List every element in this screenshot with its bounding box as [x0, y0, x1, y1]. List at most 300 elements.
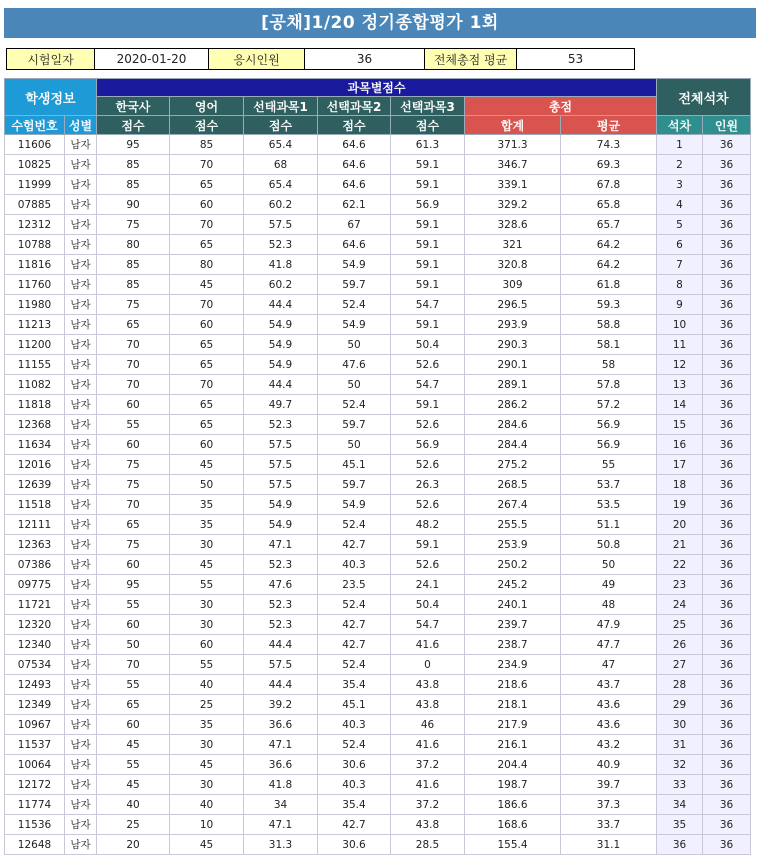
average-cell[interactable]: 56.9: [561, 435, 657, 455]
average-cell[interactable]: 43.2: [561, 735, 657, 755]
english-cell[interactable]: 65: [170, 415, 244, 435]
elective1-cell[interactable]: 52.3: [244, 415, 318, 435]
count-cell[interactable]: 36: [703, 395, 751, 415]
korean-history-cell[interactable]: 40: [97, 795, 170, 815]
sum-cell[interactable]: 216.1: [465, 735, 561, 755]
elective1-cell[interactable]: 47.6: [244, 575, 318, 595]
average-cell[interactable]: 61.8: [561, 275, 657, 295]
elective1-cell[interactable]: 57.5: [244, 455, 318, 475]
count-cell[interactable]: 36: [703, 555, 751, 575]
gender-cell[interactable]: 남자: [65, 255, 97, 275]
rank-cell[interactable]: 21: [657, 535, 703, 555]
korean-history-cell[interactable]: 45: [97, 775, 170, 795]
korean-history-cell[interactable]: 95: [97, 575, 170, 595]
rank-cell[interactable]: 4: [657, 195, 703, 215]
elective2-cell[interactable]: 30.6: [318, 755, 391, 775]
elective2-cell[interactable]: 52.4: [318, 295, 391, 315]
count-cell[interactable]: 36: [703, 755, 751, 775]
exam-no-cell[interactable]: 11634: [5, 435, 65, 455]
rank-cell[interactable]: 2: [657, 155, 703, 175]
english-cell[interactable]: 65: [170, 355, 244, 375]
count-cell[interactable]: 36: [703, 575, 751, 595]
gender-cell[interactable]: 남자: [65, 555, 97, 575]
english-cell[interactable]: 45: [170, 455, 244, 475]
english-cell[interactable]: 60: [170, 195, 244, 215]
elective2-cell[interactable]: 23.5: [318, 575, 391, 595]
gender-cell[interactable]: 남자: [65, 355, 97, 375]
table-row[interactable]: [5, 255, 751, 275]
average-cell[interactable]: 49: [561, 575, 657, 595]
gender-cell[interactable]: 남자: [65, 795, 97, 815]
elective2-cell[interactable]: 52.4: [318, 655, 391, 675]
korean-history-cell[interactable]: 70: [97, 655, 170, 675]
elective1-cell[interactable]: 47.1: [244, 735, 318, 755]
table-row[interactable]: [5, 655, 751, 675]
elective3-cell[interactable]: 52.6: [391, 355, 465, 375]
exam-no-cell[interactable]: 11200: [5, 335, 65, 355]
korean-history-cell[interactable]: 60: [97, 435, 170, 455]
exam-no-cell[interactable]: 11774: [5, 795, 65, 815]
elective3-cell[interactable]: 48.2: [391, 515, 465, 535]
sum-cell[interactable]: 250.2: [465, 555, 561, 575]
sum-cell[interactable]: 234.9: [465, 655, 561, 675]
exam-no-cell[interactable]: 12312: [5, 215, 65, 235]
sum-cell[interactable]: 293.9: [465, 315, 561, 335]
gender-cell[interactable]: 남자: [65, 135, 97, 155]
elective3-cell[interactable]: 28.5: [391, 835, 465, 855]
elective1-cell[interactable]: 44.4: [244, 375, 318, 395]
sum-cell[interactable]: 329.2: [465, 195, 561, 215]
sum-cell[interactable]: 238.7: [465, 635, 561, 655]
english-cell[interactable]: 30: [170, 775, 244, 795]
exam-no-cell[interactable]: 07534: [5, 655, 65, 675]
elective2-cell[interactable]: 42.7: [318, 615, 391, 635]
korean-history-cell[interactable]: 60: [97, 615, 170, 635]
elective2-cell[interactable]: 42.7: [318, 535, 391, 555]
table-row[interactable]: [5, 515, 751, 535]
korean-history-cell[interactable]: 55: [97, 415, 170, 435]
english-cell[interactable]: 55: [170, 575, 244, 595]
rank-cell[interactable]: 7: [657, 255, 703, 275]
english-cell[interactable]: 80: [170, 255, 244, 275]
elective2-cell[interactable]: 52.4: [318, 595, 391, 615]
sum-cell[interactable]: 284.6: [465, 415, 561, 435]
elective2-cell[interactable]: 64.6: [318, 235, 391, 255]
elective3-cell[interactable]: 59.1: [391, 535, 465, 555]
count-cell[interactable]: 36: [703, 235, 751, 255]
korean-history-cell[interactable]: 20: [97, 835, 170, 855]
count-cell[interactable]: 36: [703, 375, 751, 395]
elective3-cell[interactable]: 24.1: [391, 575, 465, 595]
average-cell[interactable]: 69.3: [561, 155, 657, 175]
elective1-cell[interactable]: 52.3: [244, 615, 318, 635]
exam-no-cell[interactable]: 12340: [5, 635, 65, 655]
exam-no-cell[interactable]: 11537: [5, 735, 65, 755]
elective1-cell[interactable]: 44.4: [244, 295, 318, 315]
gender-cell[interactable]: 남자: [65, 215, 97, 235]
elective1-cell[interactable]: 57.5: [244, 475, 318, 495]
english-cell[interactable]: 60: [170, 315, 244, 335]
elective2-cell[interactable]: 52.4: [318, 515, 391, 535]
english-cell[interactable]: 70: [170, 295, 244, 315]
elective3-cell[interactable]: 43.8: [391, 675, 465, 695]
elective3-cell[interactable]: 56.9: [391, 195, 465, 215]
sum-cell[interactable]: 275.2: [465, 455, 561, 475]
table-row[interactable]: [5, 435, 751, 455]
english-cell[interactable]: 45: [170, 755, 244, 775]
korean-history-cell[interactable]: 55: [97, 675, 170, 695]
table-row[interactable]: [5, 775, 751, 795]
english-cell[interactable]: 35: [170, 495, 244, 515]
elective2-cell[interactable]: 50: [318, 375, 391, 395]
count-cell[interactable]: 36: [703, 815, 751, 835]
elective1-cell[interactable]: 54.9: [244, 335, 318, 355]
rank-cell[interactable]: 9: [657, 295, 703, 315]
sum-cell[interactable]: 289.1: [465, 375, 561, 395]
elective2-cell[interactable]: 42.7: [318, 635, 391, 655]
korean-history-cell[interactable]: 90: [97, 195, 170, 215]
average-cell[interactable]: 65.7: [561, 215, 657, 235]
table-row[interactable]: [5, 635, 751, 655]
korean-history-cell[interactable]: 70: [97, 495, 170, 515]
exam-no-cell[interactable]: 09775: [5, 575, 65, 595]
average-cell[interactable]: 59.3: [561, 295, 657, 315]
korean-history-cell[interactable]: 85: [97, 155, 170, 175]
gender-cell[interactable]: 남자: [65, 315, 97, 335]
gender-cell[interactable]: 남자: [65, 715, 97, 735]
korean-history-cell[interactable]: 60: [97, 555, 170, 575]
sum-cell[interactable]: 239.7: [465, 615, 561, 635]
rank-cell[interactable]: 17: [657, 455, 703, 475]
korean-history-cell[interactable]: 65: [97, 315, 170, 335]
table-row[interactable]: [5, 155, 751, 175]
sum-cell[interactable]: 186.6: [465, 795, 561, 815]
rank-cell[interactable]: 30: [657, 715, 703, 735]
rank-cell[interactable]: 24: [657, 595, 703, 615]
average-cell[interactable]: 50: [561, 555, 657, 575]
gender-cell[interactable]: 남자: [65, 495, 97, 515]
rank-cell[interactable]: 22: [657, 555, 703, 575]
gender-cell[interactable]: 남자: [65, 595, 97, 615]
table-row[interactable]: [5, 235, 751, 255]
elective1-cell[interactable]: 44.4: [244, 675, 318, 695]
table-row[interactable]: [5, 175, 751, 195]
korean-history-cell[interactable]: 70: [97, 355, 170, 375]
elective1-cell[interactable]: 54.9: [244, 515, 318, 535]
average-cell[interactable]: 43.6: [561, 695, 657, 715]
elective1-cell[interactable]: 41.8: [244, 255, 318, 275]
gender-cell[interactable]: 남자: [65, 195, 97, 215]
table-row[interactable]: [5, 295, 751, 315]
rank-cell[interactable]: 3: [657, 175, 703, 195]
average-cell[interactable]: 67.8: [561, 175, 657, 195]
korean-history-cell[interactable]: 55: [97, 755, 170, 775]
count-cell[interactable]: 36: [703, 635, 751, 655]
sum-cell[interactable]: 290.1: [465, 355, 561, 375]
exam-no-cell[interactable]: 12111: [5, 515, 65, 535]
average-cell[interactable]: 53.7: [561, 475, 657, 495]
gender-cell[interactable]: 남자: [65, 775, 97, 795]
rank-cell[interactable]: 34: [657, 795, 703, 815]
sum-cell[interactable]: 218.6: [465, 675, 561, 695]
gender-cell[interactable]: 남자: [65, 295, 97, 315]
sum-cell[interactable]: 204.4: [465, 755, 561, 775]
table-row[interactable]: [5, 415, 751, 435]
exam-no-cell[interactable]: 07885: [5, 195, 65, 215]
average-cell[interactable]: 47.9: [561, 615, 657, 635]
elective2-cell[interactable]: 40.3: [318, 715, 391, 735]
english-cell[interactable]: 40: [170, 795, 244, 815]
count-cell[interactable]: 36: [703, 315, 751, 335]
gender-cell[interactable]: 남자: [65, 235, 97, 255]
rank-cell[interactable]: 12: [657, 355, 703, 375]
count-cell[interactable]: 36: [703, 175, 751, 195]
exam-no-cell[interactable]: 10788: [5, 235, 65, 255]
elective2-cell[interactable]: 59.7: [318, 415, 391, 435]
gender-cell[interactable]: 남자: [65, 655, 97, 675]
elective1-cell[interactable]: 68: [244, 155, 318, 175]
english-cell[interactable]: 50: [170, 475, 244, 495]
elective2-cell[interactable]: 52.4: [318, 395, 391, 415]
table-row[interactable]: [5, 195, 751, 215]
elective1-cell[interactable]: 65.4: [244, 135, 318, 155]
korean-history-cell[interactable]: 75: [97, 295, 170, 315]
rank-cell[interactable]: 13: [657, 375, 703, 395]
gender-cell[interactable]: 남자: [65, 835, 97, 855]
elective2-cell[interactable]: 35.4: [318, 795, 391, 815]
elective2-cell[interactable]: 62.1: [318, 195, 391, 215]
english-cell[interactable]: 70: [170, 215, 244, 235]
elective3-cell[interactable]: 59.1: [391, 175, 465, 195]
exam-no-cell[interactable]: 07386: [5, 555, 65, 575]
exam-no-cell[interactable]: 12493: [5, 675, 65, 695]
gender-cell[interactable]: 남자: [65, 575, 97, 595]
average-cell[interactable]: 50.8: [561, 535, 657, 555]
elective3-cell[interactable]: 50.4: [391, 335, 465, 355]
count-cell[interactable]: 36: [703, 295, 751, 315]
elective2-cell[interactable]: 54.9: [318, 255, 391, 275]
sum-cell[interactable]: 328.6: [465, 215, 561, 235]
elective2-cell[interactable]: 45.1: [318, 455, 391, 475]
average-cell[interactable]: 58.8: [561, 315, 657, 335]
exam-no-cell[interactable]: 11760: [5, 275, 65, 295]
elective1-cell[interactable]: 36.6: [244, 755, 318, 775]
exam-no-cell[interactable]: 12368: [5, 415, 65, 435]
elective3-cell[interactable]: 0: [391, 655, 465, 675]
count-cell[interactable]: 36: [703, 715, 751, 735]
elective1-cell[interactable]: 54.9: [244, 315, 318, 335]
count-cell[interactable]: 36: [703, 335, 751, 355]
count-cell[interactable]: 36: [703, 255, 751, 275]
table-row[interactable]: [5, 755, 751, 775]
elective1-cell[interactable]: 41.8: [244, 775, 318, 795]
table-row[interactable]: [5, 535, 751, 555]
elective2-cell[interactable]: 64.6: [318, 135, 391, 155]
gender-cell[interactable]: 남자: [65, 515, 97, 535]
rank-cell[interactable]: 27: [657, 655, 703, 675]
exam-no-cell[interactable]: 12639: [5, 475, 65, 495]
elective1-cell[interactable]: 31.3: [244, 835, 318, 855]
sum-cell[interactable]: 253.9: [465, 535, 561, 555]
table-row[interactable]: [5, 215, 751, 235]
english-cell[interactable]: 30: [170, 735, 244, 755]
average-cell[interactable]: 39.7: [561, 775, 657, 795]
gender-cell[interactable]: 남자: [65, 455, 97, 475]
gender-cell[interactable]: 남자: [65, 395, 97, 415]
average-cell[interactable]: 33.7: [561, 815, 657, 835]
elective1-cell[interactable]: 65.4: [244, 175, 318, 195]
count-cell[interactable]: 36: [703, 135, 751, 155]
sum-cell[interactable]: 339.1: [465, 175, 561, 195]
korean-history-cell[interactable]: 85: [97, 275, 170, 295]
exam-no-cell[interactable]: 11999: [5, 175, 65, 195]
elective1-cell[interactable]: 52.3: [244, 555, 318, 575]
rank-cell[interactable]: 33: [657, 775, 703, 795]
sum-cell[interactable]: 240.1: [465, 595, 561, 615]
gender-cell[interactable]: 남자: [65, 635, 97, 655]
count-cell[interactable]: 36: [703, 655, 751, 675]
english-cell[interactable]: 60: [170, 635, 244, 655]
english-cell[interactable]: 85: [170, 135, 244, 155]
rank-cell[interactable]: 6: [657, 235, 703, 255]
sum-cell[interactable]: 346.7: [465, 155, 561, 175]
elective3-cell[interactable]: 59.1: [391, 255, 465, 275]
elective1-cell[interactable]: 54.9: [244, 495, 318, 515]
table-row[interactable]: [5, 795, 751, 815]
sum-cell[interactable]: 320.8: [465, 255, 561, 275]
gender-cell[interactable]: 남자: [65, 755, 97, 775]
rank-cell[interactable]: 25: [657, 615, 703, 635]
elective2-cell[interactable]: 59.7: [318, 475, 391, 495]
korean-history-cell[interactable]: 75: [97, 215, 170, 235]
english-cell[interactable]: 70: [170, 375, 244, 395]
average-cell[interactable]: 48: [561, 595, 657, 615]
elective2-cell[interactable]: 47.6: [318, 355, 391, 375]
english-cell[interactable]: 55: [170, 655, 244, 675]
korean-history-cell[interactable]: 85: [97, 175, 170, 195]
korean-history-cell[interactable]: 80: [97, 235, 170, 255]
table-row[interactable]: [5, 275, 751, 295]
count-cell[interactable]: 36: [703, 495, 751, 515]
elective2-cell[interactable]: 35.4: [318, 675, 391, 695]
elective2-cell[interactable]: 64.6: [318, 155, 391, 175]
sum-cell[interactable]: 155.4: [465, 835, 561, 855]
elective2-cell[interactable]: 50: [318, 435, 391, 455]
elective3-cell[interactable]: 26.3: [391, 475, 465, 495]
korean-history-cell[interactable]: 25: [97, 815, 170, 835]
count-cell[interactable]: 36: [703, 415, 751, 435]
exam-date-value[interactable]: 2020-01-20: [95, 49, 209, 70]
table-row[interactable]: [5, 315, 751, 335]
elective3-cell[interactable]: 59.1: [391, 155, 465, 175]
elective1-cell[interactable]: 47.1: [244, 815, 318, 835]
elective1-cell[interactable]: 60.2: [244, 275, 318, 295]
korean-history-cell[interactable]: 95: [97, 135, 170, 155]
elective2-cell[interactable]: 54.9: [318, 315, 391, 335]
exam-no-cell[interactable]: 12320: [5, 615, 65, 635]
sum-cell[interactable]: 198.7: [465, 775, 561, 795]
elective2-cell[interactable]: 30.6: [318, 835, 391, 855]
elective3-cell[interactable]: 61.3: [391, 135, 465, 155]
korean-history-cell[interactable]: 65: [97, 515, 170, 535]
rank-cell[interactable]: 32: [657, 755, 703, 775]
average-cell[interactable]: 47: [561, 655, 657, 675]
korean-history-cell[interactable]: 70: [97, 335, 170, 355]
elective1-cell[interactable]: 52.3: [244, 595, 318, 615]
gender-cell[interactable]: 남자: [65, 175, 97, 195]
exam-no-cell[interactable]: 12349: [5, 695, 65, 715]
rank-cell[interactable]: 16: [657, 435, 703, 455]
gender-cell[interactable]: 남자: [65, 615, 97, 635]
exam-no-cell[interactable]: 10967: [5, 715, 65, 735]
table-row[interactable]: [5, 135, 751, 155]
rank-cell[interactable]: 19: [657, 495, 703, 515]
average-cell[interactable]: 31.1: [561, 835, 657, 855]
count-cell[interactable]: 36: [703, 155, 751, 175]
elective3-cell[interactable]: 56.9: [391, 435, 465, 455]
rank-cell[interactable]: 11: [657, 335, 703, 355]
rank-cell[interactable]: 10: [657, 315, 703, 335]
table-row[interactable]: [5, 475, 751, 495]
count-cell[interactable]: 36: [703, 695, 751, 715]
elective2-cell[interactable]: 67: [318, 215, 391, 235]
sum-cell[interactable]: 296.5: [465, 295, 561, 315]
elective1-cell[interactable]: 44.4: [244, 635, 318, 655]
exam-no-cell[interactable]: 11082: [5, 375, 65, 395]
rank-cell[interactable]: 15: [657, 415, 703, 435]
elective2-cell[interactable]: 64.6: [318, 175, 391, 195]
sum-cell[interactable]: 286.2: [465, 395, 561, 415]
elective3-cell[interactable]: 37.2: [391, 755, 465, 775]
average-cell[interactable]: 57.2: [561, 395, 657, 415]
elective1-cell[interactable]: 34: [244, 795, 318, 815]
elective3-cell[interactable]: 41.6: [391, 635, 465, 655]
english-cell[interactable]: 25: [170, 695, 244, 715]
elective2-cell[interactable]: 40.3: [318, 775, 391, 795]
english-cell[interactable]: 45: [170, 835, 244, 855]
elective2-cell[interactable]: 40.3: [318, 555, 391, 575]
elective3-cell[interactable]: 52.6: [391, 555, 465, 575]
sum-cell[interactable]: 290.3: [465, 335, 561, 355]
elective3-cell[interactable]: 43.8: [391, 695, 465, 715]
sum-cell[interactable]: 168.6: [465, 815, 561, 835]
rank-cell[interactable]: 29: [657, 695, 703, 715]
average-cell[interactable]: 55: [561, 455, 657, 475]
table-row[interactable]: [5, 835, 751, 855]
count-cell[interactable]: 36: [703, 275, 751, 295]
gender-cell[interactable]: 남자: [65, 535, 97, 555]
gender-cell[interactable]: 남자: [65, 695, 97, 715]
gender-cell[interactable]: 남자: [65, 335, 97, 355]
korean-history-cell[interactable]: 65: [97, 695, 170, 715]
table-row[interactable]: [5, 595, 751, 615]
table-row[interactable]: [5, 495, 751, 515]
sum-cell[interactable]: 267.4: [465, 495, 561, 515]
exam-no-cell[interactable]: 11536: [5, 815, 65, 835]
english-cell[interactable]: 10: [170, 815, 244, 835]
overall-average-value[interactable]: 53: [517, 49, 635, 70]
korean-history-cell[interactable]: 75: [97, 475, 170, 495]
exam-no-cell[interactable]: 10825: [5, 155, 65, 175]
table-row[interactable]: [5, 735, 751, 755]
table-row[interactable]: [5, 615, 751, 635]
english-cell[interactable]: 45: [170, 275, 244, 295]
count-cell[interactable]: 36: [703, 535, 751, 555]
gender-cell[interactable]: 남자: [65, 735, 97, 755]
elective3-cell[interactable]: 41.6: [391, 735, 465, 755]
elective3-cell[interactable]: 52.6: [391, 455, 465, 475]
sum-cell[interactable]: 284.4: [465, 435, 561, 455]
